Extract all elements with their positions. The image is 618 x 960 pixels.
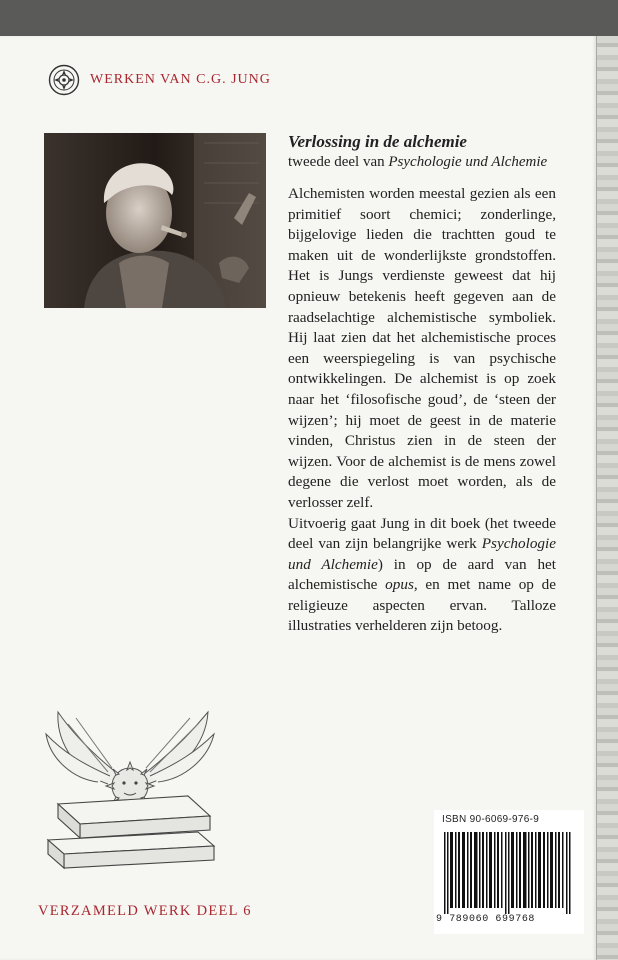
blurb-p2-text-b: ) in op de aard van het alchemistische bbox=[288, 555, 557, 594]
blurb-paragraph-1: Alchemisten worden meestal gezien als een primitief soort chemici; zonderlinge, bijgelovige lieden die trachtten goud te maken uit de wonderlijkste grondstoffen. Het is Jungs verdienste geweest dat hij opnieuw betekenis heeft gegeven aan de raadselachtige alchemistische symboliek. Hij laat zien dat het alchemistische proces een weerspiegeling is van psychische ontwikkelingen. De alchemist is op zoek naar het ‘filosofische goud’, de ‘steen der wijzen’; hij moet de geest in de materie vinden, Christus zien in de steen der wijzen. Voor de alchemist is de mens zowel degene die verlost moet worden, als de verlosser zelf. bbox=[288, 185, 556, 511]
barcode-box bbox=[434, 810, 584, 934]
blurb bbox=[288, 184, 556, 637]
page-edge bbox=[596, 36, 618, 960]
series-logo-icon bbox=[48, 64, 80, 96]
volume-label: VERZAMELD WERK DEEL 6 bbox=[38, 903, 252, 919]
blurb-paragraph-2 bbox=[288, 514, 556, 638]
blurb-p2-text-c: , en met name op de religieuze aspecten ervan. Talloze illustraties verhelderen zijn betoog. bbox=[288, 576, 556, 635]
barcode-bars bbox=[444, 832, 574, 914]
blurb-p2-text-a: Uitvoerig gaat Jung in dit boek (het tweede deel van zijn belangrijke werk bbox=[288, 514, 556, 553]
series-title: WERKEN VAN C.G. JUNG bbox=[90, 72, 271, 87]
winged-sun-emblem-icon bbox=[38, 704, 228, 884]
author-photo bbox=[44, 133, 266, 308]
top-edge-band bbox=[0, 0, 618, 36]
blurb-p2-opus: opus bbox=[385, 576, 414, 594]
subtitle-work: Psychologie und Alchemie bbox=[388, 154, 548, 170]
book-subtitle bbox=[288, 154, 547, 171]
barcode-digits: 9 789060 699768 bbox=[436, 914, 536, 925]
series-header bbox=[48, 64, 271, 96]
isbn-label: ISBN 90-6069-976-9 bbox=[442, 814, 540, 825]
book-title: Verlossing in de alchemie bbox=[288, 132, 467, 151]
subtitle-prefix: tweede deel van bbox=[288, 154, 389, 170]
blurb-p2-work: Psychologie und Alchemie bbox=[288, 535, 556, 573]
